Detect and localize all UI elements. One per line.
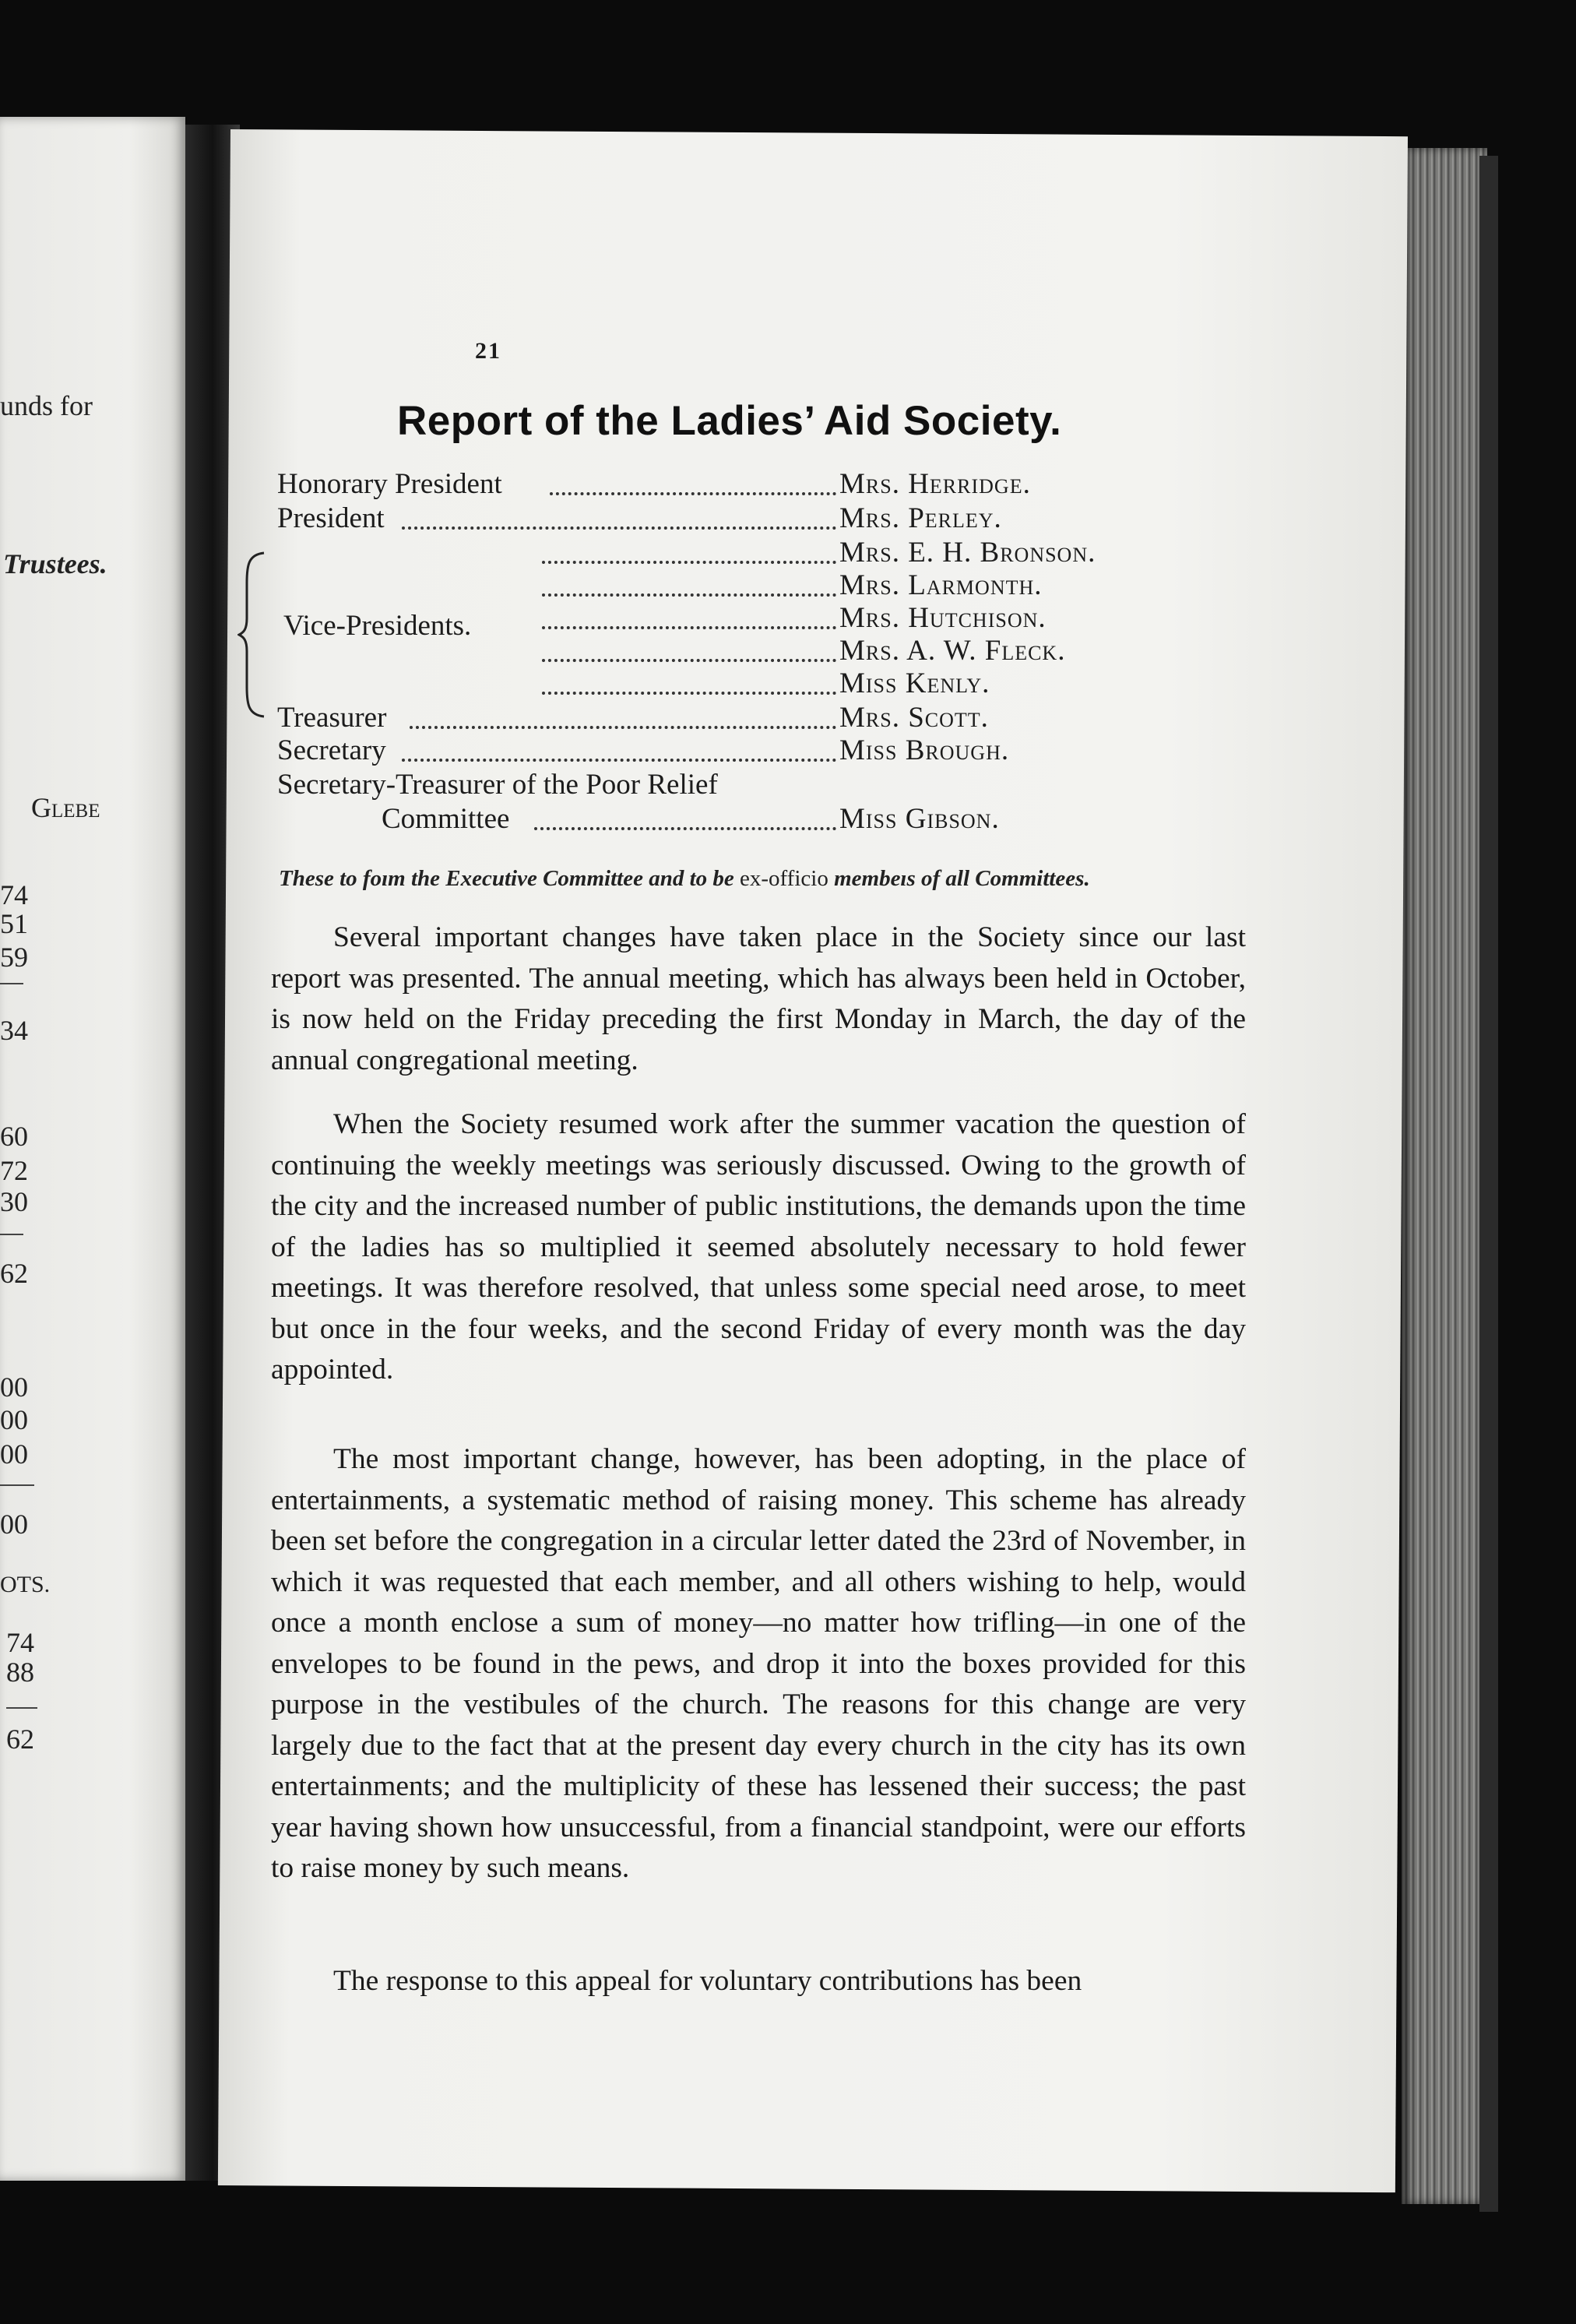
leader-dots (410, 706, 836, 729)
page-number: 21 (475, 338, 501, 364)
page-edges (1402, 148, 1487, 2204)
leader-dots (550, 472, 836, 495)
left-fragment: OTS. (0, 1572, 51, 1597)
executive-committee-note (279, 866, 1090, 892)
left-rule (0, 1484, 34, 1486)
officer-row (277, 734, 1180, 768)
left-rule (0, 1234, 23, 1235)
left-fragment: 30 (0, 1186, 28, 1217)
brace-icon (237, 551, 269, 718)
left-rule (0, 983, 23, 984)
officer-row (277, 569, 1180, 603)
paragraph-text: The most important change, however, has been adopting, in the place of entertainments, a systematic method of raising money. This scheme has already been set before the congregation in a circular letter dated the 23rd of November, in which it was requested that each member, and all others wishing to help, would once a month enclose a sum of money—no matter how trifling—in one of the envelopes to be found in the pews, and drop it into the boxes provided for this purpose in the vestibules of the church. The reasons for this change are very largely due to the fact that at the present day every church in the city has its own entertainments; and the multiplicity of these has lessened their success; the past year having shown how unsuccessful, from a financial standpoint, were our efforts to raise money by such means. (271, 1443, 1246, 1884)
left-fragment: 00 (0, 1404, 28, 1435)
officer-row (277, 502, 1180, 536)
officer-name: Miss Brough. (839, 734, 1010, 766)
officer-row (277, 802, 1180, 836)
left-fragment: 59 (0, 942, 28, 973)
left-fragment: 00 (0, 1509, 28, 1540)
officer-name: Mrs. Larmonth. (839, 569, 1043, 601)
left-fragment: 00 (0, 1372, 28, 1403)
officer-row (277, 667, 1180, 701)
officer-row (277, 768, 1180, 802)
left-fragment: 51 (0, 908, 28, 939)
leader-dots (534, 807, 836, 830)
note-text: These to foım the Executive Committee and to be (279, 866, 741, 891)
officer-name: Mrs. Herridge. (839, 468, 1031, 500)
note-text: membeıs of all Committees. (828, 866, 1090, 891)
leader-dots (402, 738, 836, 762)
officer-row (277, 701, 1180, 735)
officer-name: Mrs. A. W. Fleck. (839, 635, 1066, 667)
left-fragment: unds for (0, 390, 93, 421)
left-fragment: Glebe (31, 792, 100, 823)
left-fragment: 62 (0, 1258, 28, 1289)
officer-role: Honorary President (277, 468, 502, 500)
leader-dots (402, 506, 836, 530)
officer-role: President (277, 502, 385, 534)
page-title: Report of the Ladies’ Aid Society. (397, 398, 1062, 444)
left-fragment: 00 (0, 1438, 28, 1470)
officer-role: Committee (382, 803, 510, 835)
body-paragraph (271, 1439, 1246, 1889)
book-cover-edge (1479, 156, 1498, 2212)
officer-row (277, 467, 1180, 502)
officer-row (277, 536, 1180, 570)
left-fragment: 74 (6, 1627, 34, 1658)
officer-role: Secretary (277, 734, 386, 766)
officer-name: Miss Kenly. (839, 667, 990, 699)
left-fragment: 74 (0, 879, 28, 910)
body-paragraph (271, 1961, 1246, 2002)
body-paragraph (271, 917, 1246, 1081)
leader-dots (542, 541, 836, 564)
officer-name: Mrs. Scott. (839, 702, 989, 734)
left-fragment: 60 (0, 1121, 28, 1152)
officer-name: Mrs. E. H. Bronson. (839, 537, 1096, 569)
leader-dots (542, 606, 836, 629)
left-rule (6, 1707, 37, 1709)
paragraph-text: The response to this appeal for voluntary contributions has been (333, 1965, 1082, 1997)
officer-role: Secretary-Treasurer of the Poor Relief (277, 769, 718, 801)
paragraph-text: When the Society resumed work after the summer vacation the question of continuing the weekly meetings was seriously discussed. Owing to the growth of the city and the increased number of public institutions, the demands upon the time of the ladies has so multiplied it seemed absolutely necessary to hold fewer meetings. It was therefore resolved, that unless some special need arose, to meet but once in the four weeks, and the second Friday of every month was the day appointed. (271, 1108, 1246, 1386)
left-fragment: Trustees. (3, 548, 107, 579)
left-fragment: 34 (0, 1015, 28, 1046)
left-fragment: 88 (6, 1657, 34, 1688)
paragraph-text: Several important changes have taken place in the Society since our last report was presented. The annual meeting, which has always been held in October, is now held on the Friday preceding the first Monday in March, the day of the annual congregational meeting. (271, 921, 1246, 1076)
note-ex-officio: ex-officio (740, 866, 828, 891)
officer-name: Mrs. Hutchison. (839, 602, 1047, 634)
officer-name: Miss Gibson. (839, 803, 1000, 835)
left-fragment: 72 (0, 1155, 28, 1186)
vice-presidents-label: Vice-Presidents. (283, 610, 472, 642)
left-fragment: 62 (6, 1724, 34, 1755)
officer-name: Mrs. Perley. (839, 502, 1002, 534)
officer-role: Treasurer (277, 702, 387, 734)
leader-dots (542, 573, 836, 597)
leader-dots (542, 671, 836, 695)
leader-dots (542, 639, 836, 662)
body-paragraph (271, 1104, 1246, 1391)
